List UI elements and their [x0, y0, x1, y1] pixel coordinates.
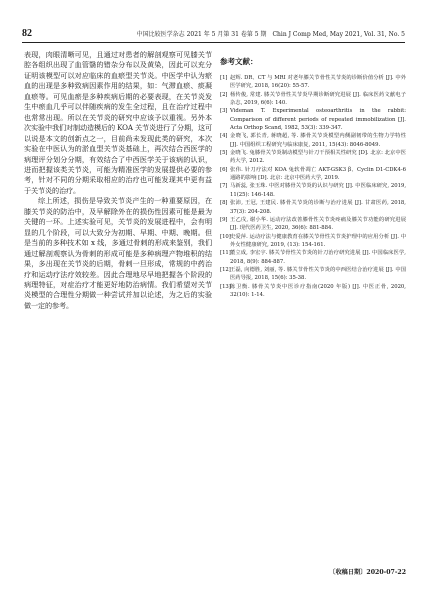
reference-item: [220, 216, 406, 233]
page-number: 82: [22, 28, 32, 39]
reference-number: [9]: [220, 216, 228, 223]
reference-number: [1]: [220, 75, 228, 81]
reference-item: [220, 166, 406, 183]
reference-number: [6]: [220, 166, 228, 173]
reference-item: [220, 74, 406, 91]
reference-item: [220, 249, 406, 266]
reference-text: 陈卫衡. 膝骨关节炎中医诊疗指南(2020 年版) [J]. 中医正骨, 2020, 32(10): 1-14.: [230, 283, 406, 298]
reference-number: [3]: [220, 108, 228, 115]
reference-text: 赵辉. DR、CT 与 MRI 对老年膝关节骨性关节炎的诊断价值分析 [J]. 中外医学研究, 2018, 16(20): 55-57.: [230, 75, 406, 90]
body-paragraph: 表现，肉眼清晰可见，且通过对患者的解剖观察可见膝关节腔各组织出现了血管翳的错杂分布以及黄染，因此可以充分证明该模型可以对应临床的血瘀型关节炎。中医学中认为瘀血的出现是多种致病因素作用的结果，如：气滞血瘀、痰凝血瘀等。可见血瘀是多种疾病后期的必要表现，在关节炎发生中瘀血几乎可以伴随疾病的发生全过程，且在治疗过程中也常常出现。所以在关节炎的研究中应该予以重视。另外本次实验中我们对制动造模后的 KOA 关节炎进行了分期，这可以说是本文的创新点之一，目前尚未发现此类的研究，本次实验在中医认为的淤血型关节炎基础上，再次结合西医学的病理评分划分分期，有效结合了中西医学关于该病的认识，进而把握该类关节炎，可能为精准医学的发展提供必要的参考，针对不同的分期采取相应的治疗也可能发现其中更有益于关节炎的治疗。: [24, 50, 212, 195]
reference-number: [11]: [220, 250, 231, 257]
reference-number: [13]: [220, 283, 231, 290]
references-title: 参考文献：: [220, 57, 258, 66]
reference-text: 董立成, 李宏宇. 膝关节骨性关节炎的针刀治疗研究进展 [J]. 中国临床医学, 2018, 8(9): 884-887.: [230, 250, 406, 265]
reference-number: [5]: [220, 150, 228, 157]
journal-running-head: 中国比较医学杂志 2021 年 5 月第 31 卷第 5 期 Chin J Comp Med, May 2021, Vol. 31, No. 5: [136, 31, 405, 38]
reference-item: [220, 107, 406, 132]
reference-item: [220, 233, 406, 250]
reference-item: [220, 182, 406, 199]
reference-text: 杨传俊, 常建. 膝关节骨性关节炎早期诊断研究进展 [J]. 临床医药文献电子杂志, 2019, 6(6): 140.: [230, 91, 406, 107]
reference-item: [220, 132, 406, 149]
reference-text: 王乙戌, 谢小华. 运动疗法改善膝骨性关节炎疼痛及膝关节功能的研究进展 [J]. 现代医药卫生, 2020, 36(6): 881-884.: [230, 216, 406, 232]
reference-item: [220, 266, 406, 283]
reference-text: Videman T. Experimental osteoarthritis in the rabbit: Comparison of different periods of repeated immobilization [J]. Acta Orthop Scand, 1982, 53(3): 339-347.: [230, 108, 406, 132]
body-paragraph-conclusion: 综上所述，损伤是导致关节炎产生的一种重要原因，在膝关节炎的防治中，及早解除外在的损伤性因素可能是最为关键的一环。上述实验可见，关节炎的发展进程中，会有明显的几个阶段，可以大致分为初期、早期、中期、晚期。但是当前的多种技术如 x 线，多通过骨刺的形成来鉴别，我们通过解剖观察认为骨刺的形成可能是多种病理产物堆积的结果，多出现在关节炎的后期，骨刺一旦形成，常规的中药治疗和运动疗法疗效较差。因此合理地尽早地把握各个阶段的病理特征，对症治疗才能更好地防治病情。我们希望对关节炎模型的合理性分期做一种尝试并加以论述，为之后的实验做一定的参考。: [24, 196, 212, 310]
header-rule: [22, 42, 405, 43]
reference-text: 王磊, 向德胜, 刘丽, 等. 膝关节骨性关节炎的中西医结合治疗进展 [J]. 中国医药导报, 2018, 15(6): 35-38.: [230, 266, 406, 282]
reference-text: 史爱萍. 运动疗法与健康教育在膝关节骨性关节炎护理中的应用分析 [J]. 中外女性健康研究, 2019, (13): 154-161.: [230, 233, 406, 248]
page-header: [22, 28, 405, 42]
reference-text: 张伟. 针刀疗法对 KOA 兔软骨凋亡 AKT-GSK3 β、Cyclin D1-CDK4-6 通路的影响 [D]. 北京: 北京中医药大学, 2019.: [230, 166, 406, 182]
reference-text: 张沛, 王冠, 王建民. 膝骨关节炎的诊断与治疗进展 [J]. 甘肃医药, 2018, 37(3): 204-208.: [230, 200, 406, 215]
references-column: [220, 56, 406, 299]
reference-number: [2]: [220, 91, 228, 98]
reference-number: [7]: [220, 183, 228, 190]
reference-list: [220, 74, 406, 299]
reference-number: [8]: [220, 200, 228, 207]
reference-number: [4]: [220, 133, 228, 140]
main-text-column: [24, 50, 212, 311]
reference-text: 马新蕊, 张玉珠. 中医对膝骨关节炎的认识与研究 [J]. 中医临床研究, 2019, 11(25): 146-148.: [230, 183, 406, 198]
received-date: 〔收稿日期〕2020-07-22: [329, 569, 406, 576]
reference-text: 金晓飞, 郭长青, 蒋晓超, 等. 膝骨关节炎模型内侧副韧带的生物力学特性 [J]. 中国组织工程研究与临床康复, 2011, 15(43): 8046-8049.: [230, 133, 406, 148]
reference-item: [220, 199, 406, 216]
reference-number: [10]: [220, 233, 231, 240]
reference-item: [220, 283, 406, 300]
reference-text: 金晓飞. 兔膝骨关节炎制动模型与针刀干预相关性研究 [D]. 北京: 北京中医药大学, 2012.: [230, 150, 406, 165]
reference-number: [12]: [220, 266, 231, 273]
reference-item: [220, 149, 406, 166]
reference-item: [220, 91, 406, 108]
